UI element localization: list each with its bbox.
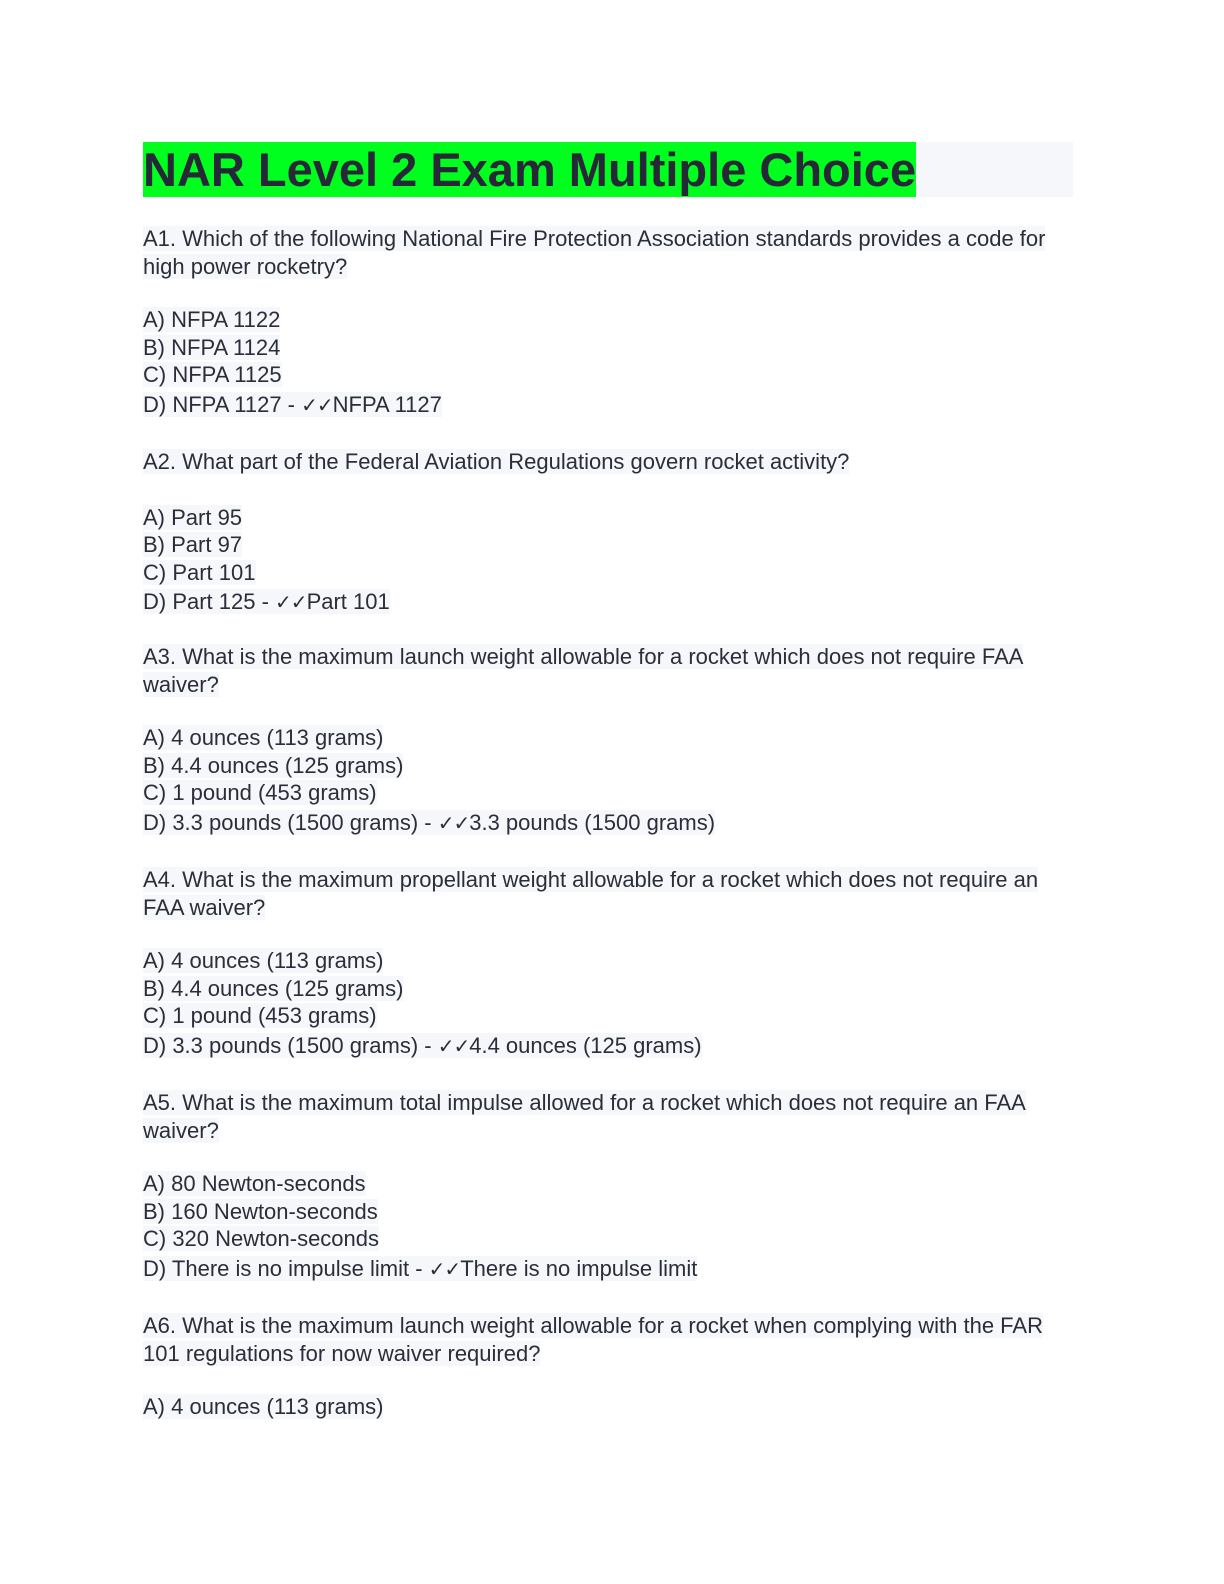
check-mark-icon: ✓✓	[437, 1033, 470, 1058]
option-a: A) Part 95	[143, 504, 243, 530]
option-list	[143, 947, 1073, 1061]
check-mark-icon: ✓✓	[437, 810, 470, 835]
correct-answer: 3.3 pounds (1500 grams)	[469, 809, 716, 835]
option-b: B) 160 Newton-seconds	[143, 1198, 378, 1224]
option-c: C) Part 101	[143, 559, 256, 585]
option-b: B) 4.4 ounces (125 grams)	[143, 752, 404, 778]
question-a3	[143, 643, 1073, 838]
question-a2	[143, 448, 1073, 617]
option-c: C) 1 pound (453 grams)	[143, 1003, 377, 1028]
question-text: A5. What is the maximum total impulse allowed for a rocket which does not require an FAA waiver?	[143, 1090, 1026, 1143]
option-list	[143, 306, 1073, 420]
option-a: A) 4 ounces (113 grams)	[143, 1394, 384, 1419]
option-a: A) 4 ounces (113 grams)	[143, 948, 384, 973]
check-mark-icon: ✓✓	[301, 392, 333, 417]
option-d: D) There is no impulse limit - ✓✓There is no impulse limit	[143, 1255, 698, 1281]
option-list	[143, 724, 1073, 838]
option-b: B) 4.4 ounces (125 grams)	[143, 975, 404, 1001]
option-list	[143, 1170, 1073, 1284]
question-text: A1. Which of the following National Fire Protection Association standards provides a code for high power rocketry?	[143, 226, 1046, 279]
option-a: A) NFPA 1122	[143, 307, 281, 332]
option-a: A) 4 ounces (113 grams)	[143, 725, 384, 750]
option-c: C) 320 Newton-seconds	[143, 1226, 380, 1251]
question-a6	[143, 1312, 1073, 1421]
correct-answer: 4.4 ounces (125 grams)	[469, 1032, 702, 1058]
check-mark-icon: ✓✓	[428, 1256, 461, 1281]
question-text: A2. What part of the Federal Aviation Regulations govern rocket activity?	[143, 449, 850, 474]
title-band	[143, 142, 1073, 197]
question-a1	[143, 225, 1073, 420]
question-a5	[143, 1089, 1073, 1284]
option-d: D) Part 125 - ✓✓Part 101	[143, 589, 390, 614]
question-text: A4. What is the maximum propellant weight allowable for a rocket which does not require an FAA waiver?	[143, 867, 1039, 920]
correct-answer: NFPA 1127	[332, 391, 442, 417]
document-title: NAR Level 2 Exam Multiple Choice	[143, 143, 917, 196]
question-text: A6. What is the maximum launch weight allowable for a rocket when complying with the FAR 101 regulations for now waiver required?	[143, 1313, 1043, 1366]
document-page	[143, 142, 1073, 197]
option-b: B) NFPA 1124	[143, 334, 281, 360]
option-d: D) NFPA 1127 - ✓✓NFPA 1127	[143, 391, 442, 417]
question-a4	[143, 866, 1073, 1061]
check-mark-icon: ✓✓	[275, 590, 307, 614]
option-c: C) 1 pound (453 grams)	[143, 780, 377, 805]
option-b: B) Part 97	[143, 532, 243, 557]
option-list	[143, 1393, 1073, 1421]
option-d: D) 3.3 pounds (1500 grams) - ✓✓4.4 ounces (125 grams)	[143, 1032, 702, 1058]
option-c: C) NFPA 1125	[143, 362, 282, 387]
question-text: A3. What is the maximum launch weight allowable for a rocket which does not require FAA waiver?	[143, 644, 1024, 697]
option-list	[143, 504, 1073, 618]
option-d: D) 3.3 pounds (1500 grams) - ✓✓3.3 pounds (1500 grams)	[143, 809, 716, 835]
option-a: A) 80 Newton-seconds	[143, 1171, 366, 1196]
correct-answer: Part 101	[306, 589, 390, 614]
correct-answer: There is no impulse limit	[460, 1255, 698, 1281]
